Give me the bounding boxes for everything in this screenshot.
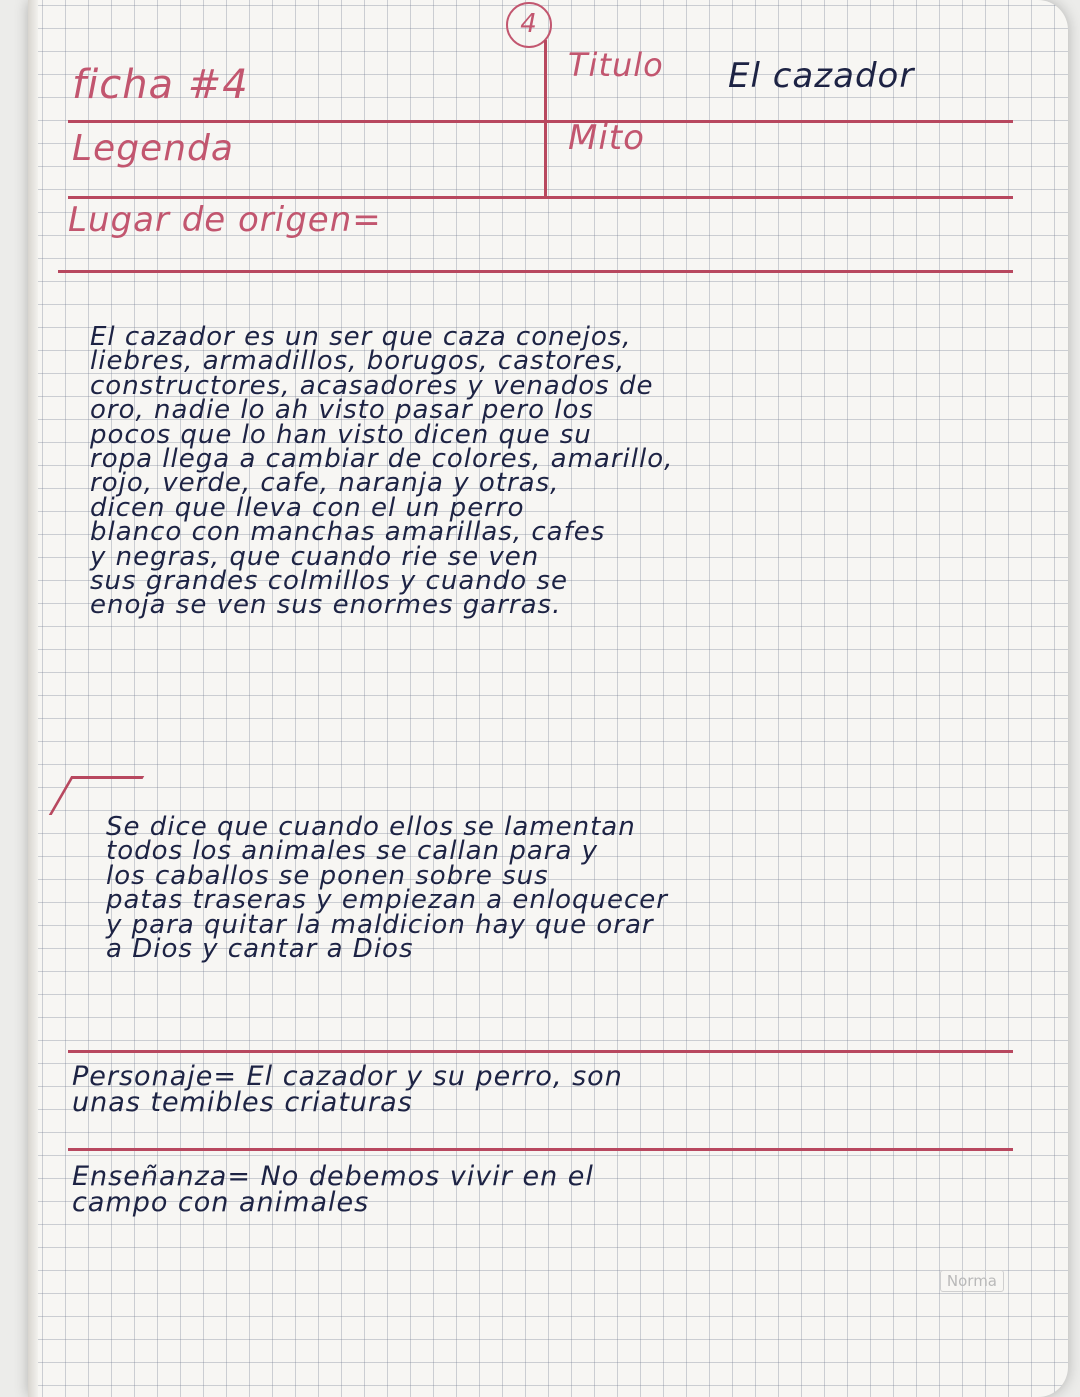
header-rule-3 — [58, 270, 1013, 273]
story-line: pocos que lo han visto dicen que su — [90, 419, 592, 450]
ficha-label: ficha #4 — [72, 62, 249, 108]
header-divider — [544, 40, 547, 198]
story-line: sus grandes colmillos y cuando se — [90, 566, 568, 597]
personajes-section — [72, 1061, 623, 1118]
page-edge — [28, 0, 38, 1397]
story-line: rojo, verde, cafe, naranja y otras, — [90, 468, 560, 499]
story-line: a Dios y cantar a Dios — [106, 934, 414, 965]
header-rule-2 — [68, 196, 1013, 199]
story-line: patas traseras y empiezan a enloquecer — [106, 885, 668, 916]
titulo-value: El cazador — [728, 56, 915, 96]
story-line: ropa llega a cambiar de colores, amarillo, — [90, 444, 674, 475]
story-line: y para quitar la maldicion hay que orar — [106, 909, 654, 940]
story-line: oro, nadie lo ah visto pasar pero los — [90, 395, 594, 426]
story-line: constructores, acasadores y venados de — [90, 370, 654, 401]
story-line: El cazador es un ser que caza conejos, — [90, 322, 632, 352]
titulo-label: Titulo — [568, 46, 664, 84]
story-line: todos los animales se callan para y — [106, 836, 599, 867]
notebook-page — [28, 0, 1068, 1397]
ensenanza-section — [72, 1161, 594, 1218]
story-line: blanco con manchas amarillas, cafes — [90, 517, 606, 548]
lugar-origen-label: Lugar de origen= — [68, 200, 382, 240]
story-paragraph-2 — [106, 812, 668, 965]
page-number: 4 — [506, 2, 552, 48]
story-line: enoja se ven sus enormes garras. — [90, 590, 562, 621]
ensenanza-line: campo con animales — [72, 1187, 370, 1218]
header-rule-1 — [68, 120, 1013, 123]
section-rule-2 — [68, 1148, 1013, 1151]
tipo-right: Mito — [568, 118, 645, 158]
personajes-line: Personaje= El cazador y su perro, son — [72, 1061, 623, 1092]
story-line: liebres, armadillos, borugos, castores, — [90, 346, 626, 377]
story-line: y negras, que cuando rie se ven — [90, 541, 540, 572]
personajes-line: unas temibles criaturas — [72, 1087, 413, 1118]
story-paragraph-1 — [90, 322, 674, 621]
tipo-label: Legenda — [72, 128, 234, 169]
brand-logo: Norma — [940, 1270, 1004, 1292]
story-line: dicen que lleva con el un perro — [90, 492, 525, 523]
section-rule-1 — [68, 1050, 1013, 1053]
story-line: los caballos se ponen sobre sus — [106, 860, 549, 891]
ensenanza-line: Enseñanza= No debemos vivir en el — [72, 1161, 594, 1192]
margin-mark — [49, 776, 145, 815]
story-line: Se dice que cuando ellos se lamentan — [106, 812, 636, 842]
